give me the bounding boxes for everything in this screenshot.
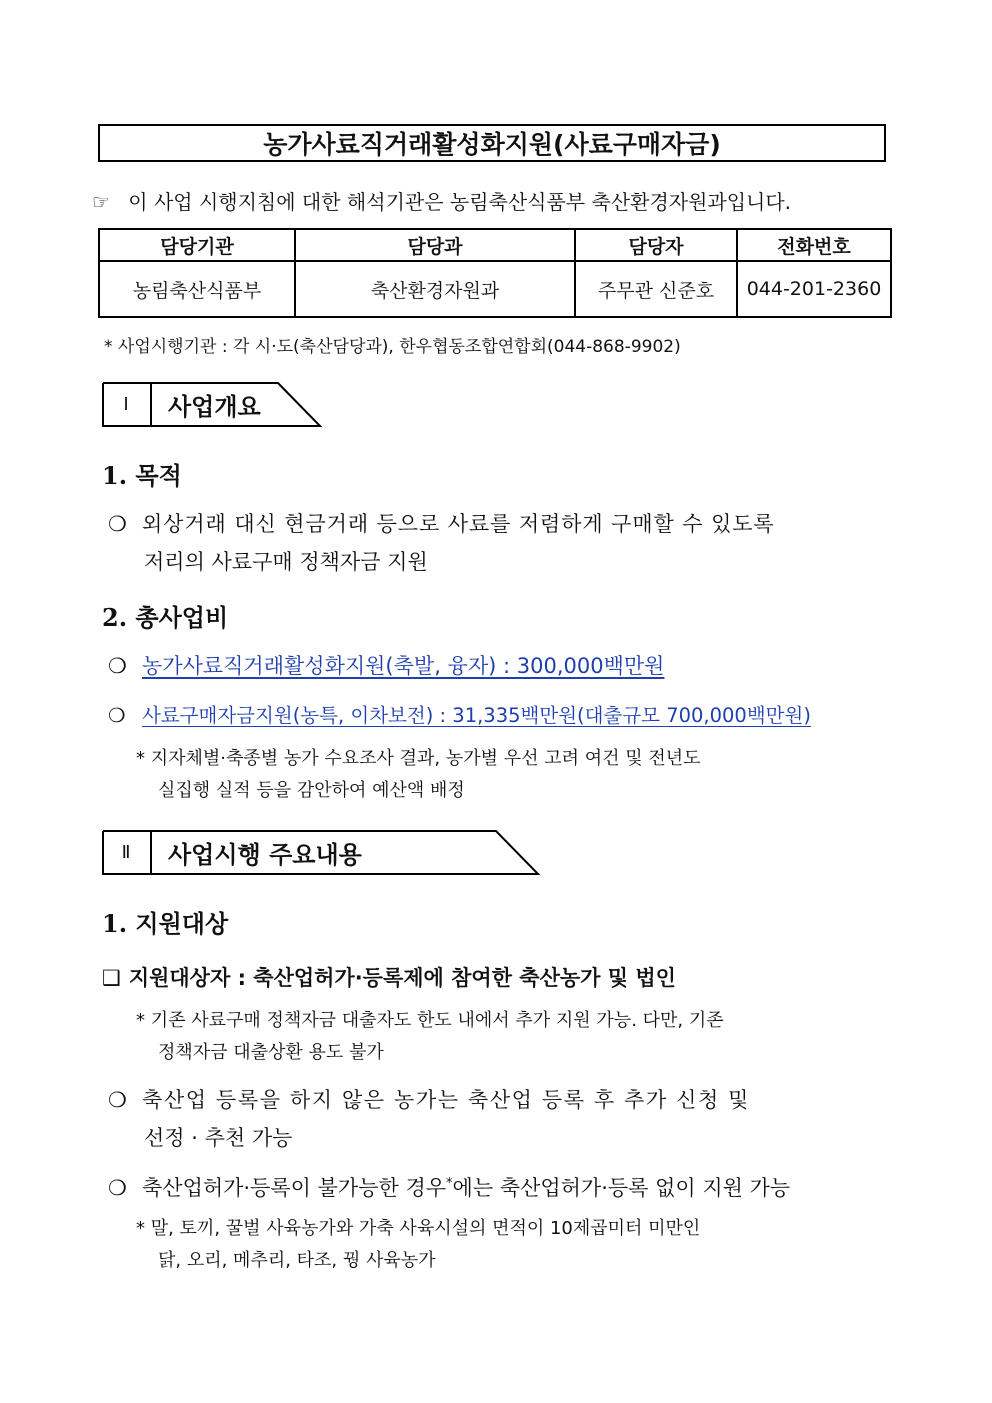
section-header-1	[102, 382, 322, 426]
budget-note-line-2: 실집행 실적 등을 감안하여 예산액 배정	[158, 780, 465, 801]
section-title: 사업시행 주요내용	[168, 840, 362, 869]
contact-table-row	[99, 261, 891, 317]
interpretation-note	[92, 186, 892, 215]
document-title: 농가사료직거래활성화지원(사료구매자금)	[98, 124, 886, 162]
budget-item-1	[108, 650, 664, 680]
registration-line-1: 축산업 등록을 하지 않은 농가는 축산업 등록 후 추가 신청 및	[142, 1088, 751, 1112]
exemption-text-a: 축산업허가·등록이 불가능한 경우	[142, 1176, 447, 1200]
target-item-text: 지원대상자 : 축산업허가·등록제에 참여한 축산농가 및 법인	[128, 966, 676, 990]
exemption-note-line-1: * 말, 토끼, 꿀벌 사육농가와 가축 사육시설의 면적이 10제곱미터 미만인	[136, 1218, 701, 1239]
square-bullet-icon: ❑	[102, 966, 121, 990]
pointing-hand-icon: ☞	[92, 190, 110, 214]
circle-bullet-icon: ❍	[108, 1176, 127, 1200]
budget-item-2	[108, 700, 811, 728]
budget-item-2-text: 사료구매자금지원(농특, 이차보전) : 31,335백만원(대출규모 700,000백만원)	[142, 704, 811, 727]
circle-bullet-icon: ❍	[108, 654, 127, 678]
contact-table-header	[99, 229, 891, 261]
registration-item	[108, 1084, 750, 1114]
cell-department: 축산환경자원과	[295, 261, 575, 317]
exemption-asterisk: *	[446, 1176, 453, 1191]
circle-bullet-icon: ❍	[108, 704, 126, 727]
target-note-line-1: * 기존 사료구매 정책자금 대출자도 한도 내에서 추가 지원 가능. 다만, 기존	[136, 1010, 724, 1031]
exemption-item	[108, 1172, 790, 1202]
header-phone: 전화번호	[737, 229, 891, 261]
header-person: 담당자	[575, 229, 737, 261]
purpose-line-1: 외상거래 대신 현금거래 등으로 사료를 저렴하게 구매할 수 있도록	[142, 512, 775, 536]
circle-bullet-icon: ❍	[108, 512, 127, 536]
budget-heading: 2. 총사업비	[102, 603, 229, 632]
cell-agency: 농림축산식품부	[99, 261, 295, 317]
budget-item-1-text: 농가사료직거래활성화지원(축발, 융자) : 300,000백만원	[142, 654, 665, 678]
interpretation-note-text: 이 사업 시행지침에 대한 해석기관은 농림축산식품부 축산환경자원과입니다.	[128, 190, 792, 214]
cell-person: 주무관 신준호	[575, 261, 737, 317]
agency-note: * 사업시행기관 : 각 시·도(축산담당과), 한우협동조합연합회(044-868-9902)	[104, 337, 681, 357]
purpose-line-2: 저리의 사료구매 정책자금 지원	[144, 550, 428, 574]
section-number: Ⅱ	[121, 841, 131, 863]
circle-bullet-icon: ❍	[108, 1088, 127, 1112]
section-header-2	[102, 830, 540, 874]
exemption-note-line-2: 닭, 오리, 메추리, 타조, 꿩 사육농가	[158, 1250, 436, 1271]
target-item	[102, 962, 676, 992]
contact-table	[98, 228, 892, 318]
purpose-item	[108, 508, 775, 538]
section-number: Ⅰ	[123, 393, 129, 415]
target-note-line-2: 정책자금 대출상환 용도 불가	[158, 1042, 384, 1063]
cell-phone: 044-201-2360	[737, 261, 891, 317]
budget-note-line-1: * 지자체별·축종별 농가 수요조사 결과, 농가별 우선 고려 여건 및 전년도	[136, 748, 701, 769]
header-agency: 담당기관	[99, 229, 295, 261]
section-title: 사업개요	[168, 392, 261, 421]
exemption-text-b: 에는 축산업허가·등록 없이 지원 가능	[452, 1176, 791, 1200]
target-heading: 1. 지원대상	[102, 909, 229, 938]
purpose-heading: 1. 목적	[102, 461, 182, 490]
registration-line-2: 선정 · 추천 가능	[144, 1126, 293, 1150]
header-department: 담당과	[295, 229, 575, 261]
